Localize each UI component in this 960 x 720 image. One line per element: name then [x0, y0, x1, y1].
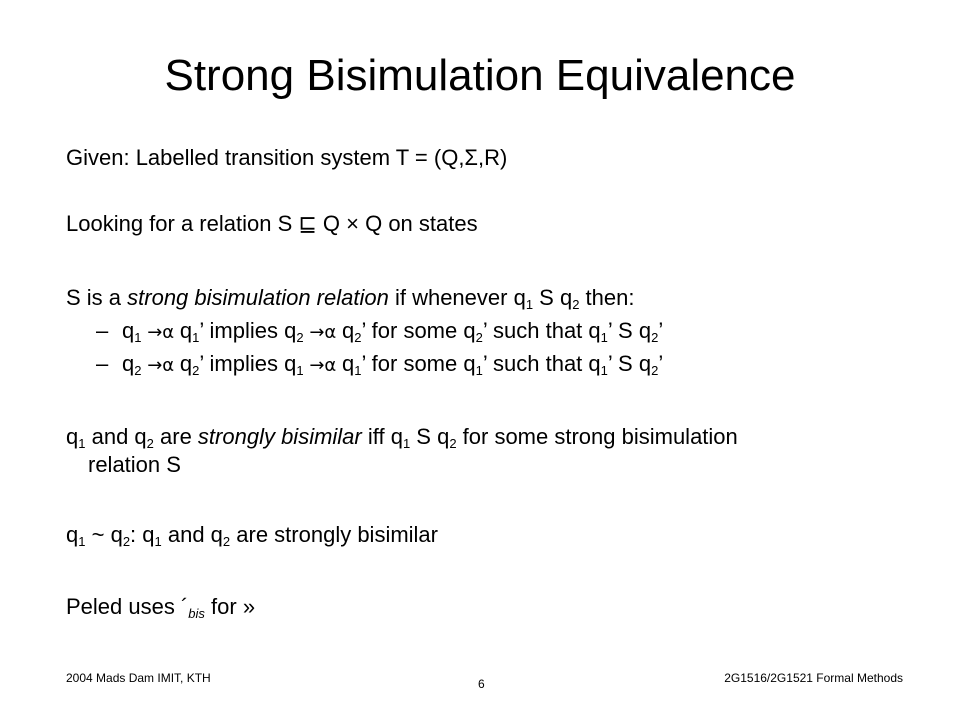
subscript: bis	[188, 606, 205, 621]
bullet-text: ’ S q	[607, 351, 652, 376]
bullet-item-2	[96, 349, 664, 381]
subscript: 1	[78, 534, 86, 549]
notation-line	[66, 520, 438, 550]
subscript: 2	[354, 330, 362, 345]
bullet-item-1	[96, 316, 664, 348]
notation-text: : q	[130, 522, 155, 547]
bullet-text: ’ such that q	[482, 318, 601, 343]
subscript: 1	[154, 534, 162, 549]
transition-arrow-icon: →α	[303, 322, 342, 343]
subscript: 1	[296, 363, 304, 378]
subscript: 2	[222, 534, 231, 549]
definition-text: if whenever q	[388, 285, 526, 310]
subscript: 2	[572, 297, 580, 312]
subscript: 2	[296, 330, 304, 345]
bisimilar-emphasis: strongly bisimilar	[197, 424, 362, 449]
subscript: 1	[475, 363, 483, 378]
page-number: 6	[478, 677, 485, 691]
definition-line	[66, 283, 634, 313]
subscript: 1	[134, 330, 142, 345]
footer-right: 2G1516/2G1521 Formal Methods	[724, 671, 903, 685]
subscript: 1	[600, 330, 608, 345]
notation-text: q	[66, 522, 79, 547]
bisimilar-text: iff q	[361, 424, 403, 449]
slide-title: Strong Bisimulation Equivalence	[164, 51, 796, 100]
bullet-text: ’	[658, 318, 664, 343]
subscript: 1	[354, 363, 362, 378]
definition-text: S q	[533, 285, 573, 310]
transition-arrow-icon: →α	[141, 355, 180, 376]
bullet-text: ’	[658, 351, 664, 376]
bullet-text: q	[179, 351, 193, 376]
definition-text: then:	[579, 285, 635, 310]
notation-text: q	[110, 522, 123, 547]
subscript: 1	[402, 436, 411, 451]
bisimilar-text: and q	[85, 424, 147, 449]
bullet-text: ’ S q	[607, 318, 652, 343]
bullet-text: q	[179, 318, 193, 343]
dash-bullet: –	[96, 351, 109, 376]
bisimilar-text: for some strong bisimulation	[456, 424, 738, 449]
subscript: 1	[192, 330, 200, 345]
tilde-symbol: ~	[85, 522, 111, 547]
transition-arrow-icon: →α	[141, 322, 180, 343]
looking-line: Looking for a relation S ⊑ Q × Q on states	[66, 211, 478, 236]
bullet-text: q	[122, 351, 135, 376]
bullet-text: q	[341, 351, 355, 376]
bullet-text: ’ for some q	[361, 351, 476, 376]
definition-prefix: S is a	[66, 285, 128, 310]
subscript: 1	[525, 297, 534, 312]
bisimilar-text: S q	[410, 424, 450, 449]
subscript: 2	[651, 330, 659, 345]
transition-arrow-icon: →α	[303, 355, 342, 376]
bullet-text: q	[341, 318, 355, 343]
bisimilar-text: q	[66, 424, 79, 449]
footer-left: 2004 Mads Dam IMIT, KTH	[66, 671, 211, 685]
bullet-text: q	[122, 318, 135, 343]
bisimilar-text: are	[153, 424, 198, 449]
bullet-text: ’ implies q	[199, 318, 297, 343]
subscript: 2	[475, 330, 483, 345]
dash-bullet: –	[96, 318, 109, 343]
subscript: 1	[78, 436, 86, 451]
subscript: 2	[449, 436, 457, 451]
bisimilar-line	[66, 422, 738, 452]
peled-line	[66, 592, 255, 622]
subscript: 2	[122, 534, 131, 549]
subscript: 2	[192, 363, 200, 378]
notation-text: are strongly bisimilar	[230, 522, 438, 547]
bullet-text: ’ for some q	[361, 318, 476, 343]
notation-text: and q	[161, 522, 223, 547]
subscript: 2	[651, 363, 659, 378]
subscript: 2	[146, 436, 154, 451]
subscript: 2	[134, 363, 142, 378]
definition-emphasis: strong bisimulation relation	[127, 285, 389, 310]
bullet-text: ’ such that q	[482, 351, 601, 376]
given-line: Given: Labelled transition system T = (Q,Σ,R)	[66, 145, 508, 170]
peled-text: Peled uses ´	[66, 594, 189, 619]
bisimilar-continuation: relation S	[88, 452, 181, 477]
bullet-text: ’ implies q	[199, 351, 297, 376]
subscript: 1	[600, 363, 608, 378]
peled-text: for »	[204, 594, 256, 619]
